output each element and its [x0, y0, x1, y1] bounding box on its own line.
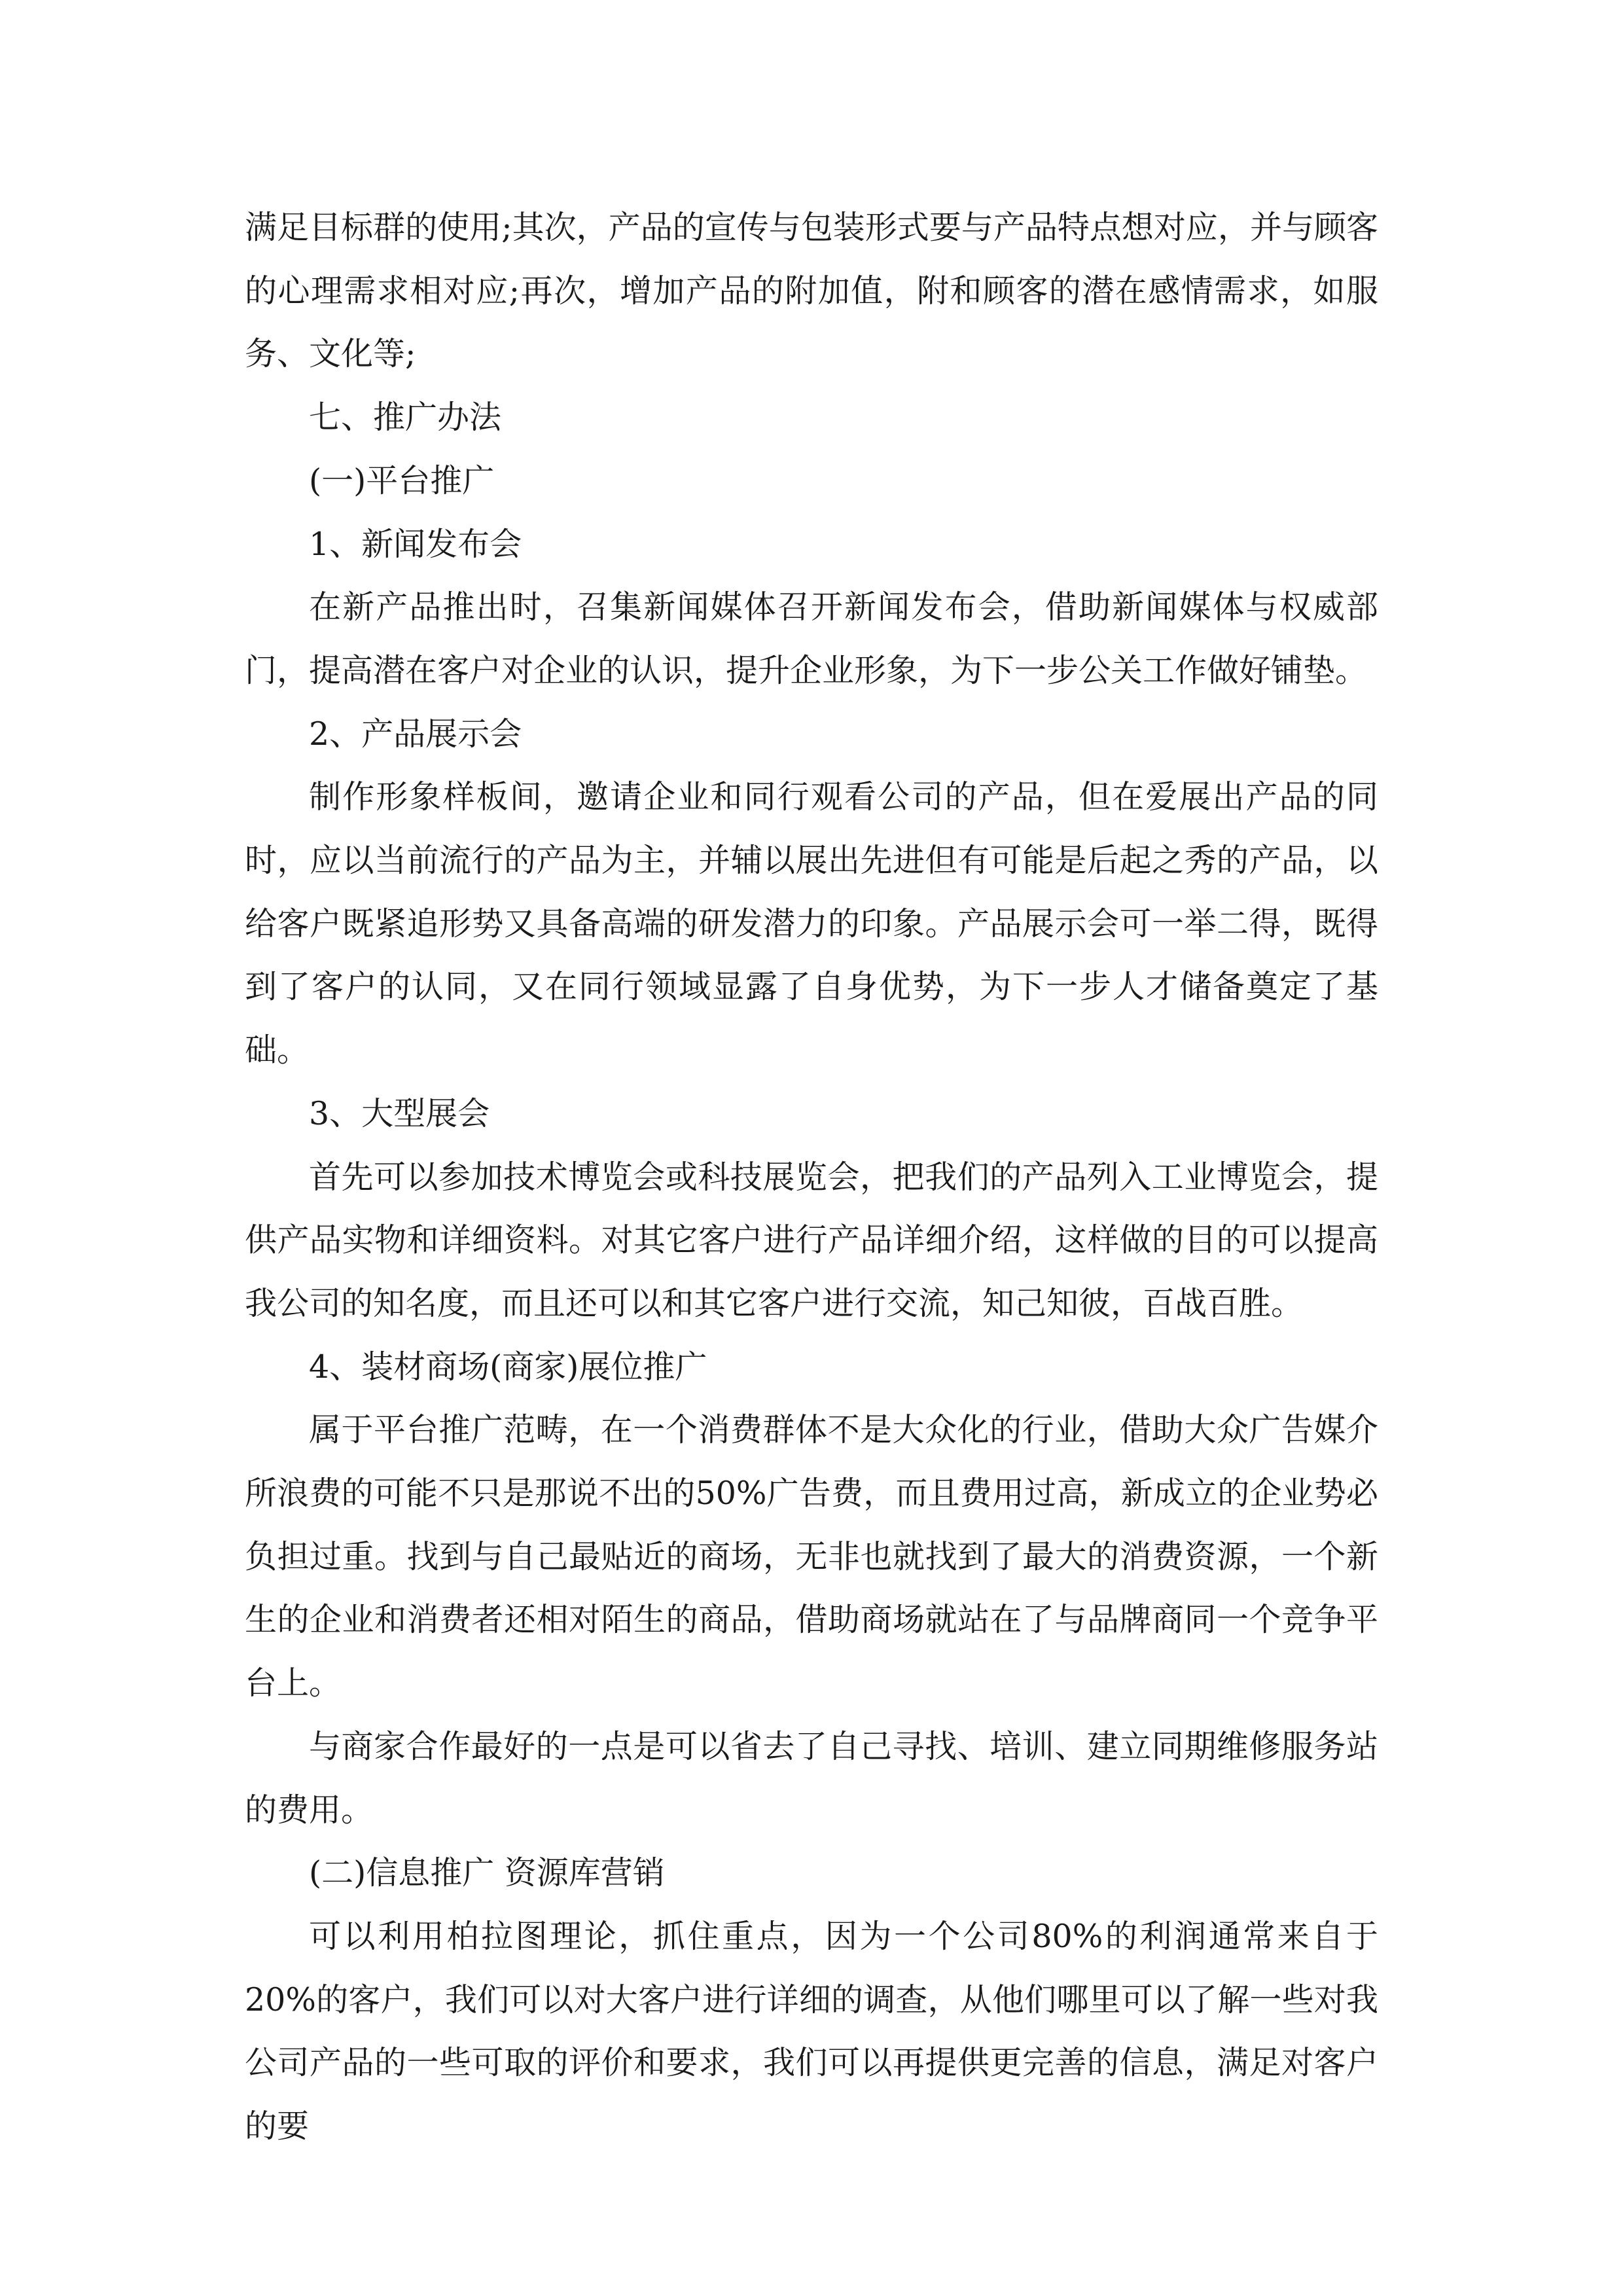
- subsection-heading-information-promotion: (二)信息推广 资源库营销: [309, 1854, 665, 1892]
- paragraph-intro-continuation: 满足目标群的使用;其次，产品的宣传与包装形式要与产品特点想对应，并与顾客的心理需求相对应;再次，增加产品的附加值，附和顾客的潜在感情需求，如服务、文化等;: [245, 209, 1378, 373]
- paragraph-large-exhibition: 首先可以参加技术博览会或科技展览会，把我们的产品列入工业博览会，提供产品实物和详细资料。对其它客户进行产品详细介绍，这样做的目的可以提高我公司的知名度，而且还可以和其它客户进行交流，知己知彼，百战百胜。: [245, 1158, 1378, 1322]
- paragraph-product-exhibition: 制作形象样板间，邀请企业和同行观看公司的产品，但在爱展出产品的同时，应以当前流行的产品为主，并辅以展出先进但有可能是后起之秀的产品，以给客户既紧追形势又具备高端的研发潜力的印象。产品展示会可一举二得，既得到了客户的认同，又在同行领域显露了自身优势，为下一步人才储备奠定了基础。: [245, 778, 1378, 1069]
- paragraph-merchant-cooperation: 与商家合作最好的一点是可以省去了自己寻找、培训、建立同期维修服务站的费用。: [245, 1727, 1378, 1829]
- paragraph-press-conference: 在新产品推出时，召集新闻媒体召开新闻发布会，借助新闻媒体与权威部门，提高潜在客户对企业的认识，提升企业形象，为下一步公关工作做好铺垫。: [245, 588, 1378, 689]
- item-heading-product-exhibition: 2、产品展示会: [309, 715, 522, 753]
- item-heading-press-conference: 1、新闻发布会: [309, 525, 522, 563]
- paragraph-pareto-principle: 可以利用柏拉图理论，抓住重点，因为一个公司80%的利润通常来自于20%的客户，我们可以对大客户进行详细的调查，从他们哪里可以了解一些对我公司产品的一些可取的评价和要求，我们可以再提供更完善的信息，满足对客户的要: [245, 1917, 1378, 2145]
- section-heading-promotion-methods: 七、推广办法: [309, 399, 502, 437]
- item-heading-large-exhibition: 3、大型展会: [309, 1094, 490, 1132]
- document-body: [245, 196, 1378, 2159]
- item-heading-mall-booth: 4、装材商场(商家)展位推广: [309, 1348, 707, 1386]
- paragraph-mall-booth: 属于平台推广范畴，在一个消费群体不是大众化的行业，借助大众广告媒介所浪费的可能不只是那说不出的50%广告费，而且费用过高，新成立的企业势必负担过重。找到与自己最贴近的商场，无非也就找到了最大的消费资源，一个新生的企业和消费者还相对陌生的商品，借助商场就站在了与品牌商同一个竞争平台上。: [245, 1411, 1378, 1702]
- subsection-heading-platform-promotion: (一)平台推广: [309, 461, 495, 499]
